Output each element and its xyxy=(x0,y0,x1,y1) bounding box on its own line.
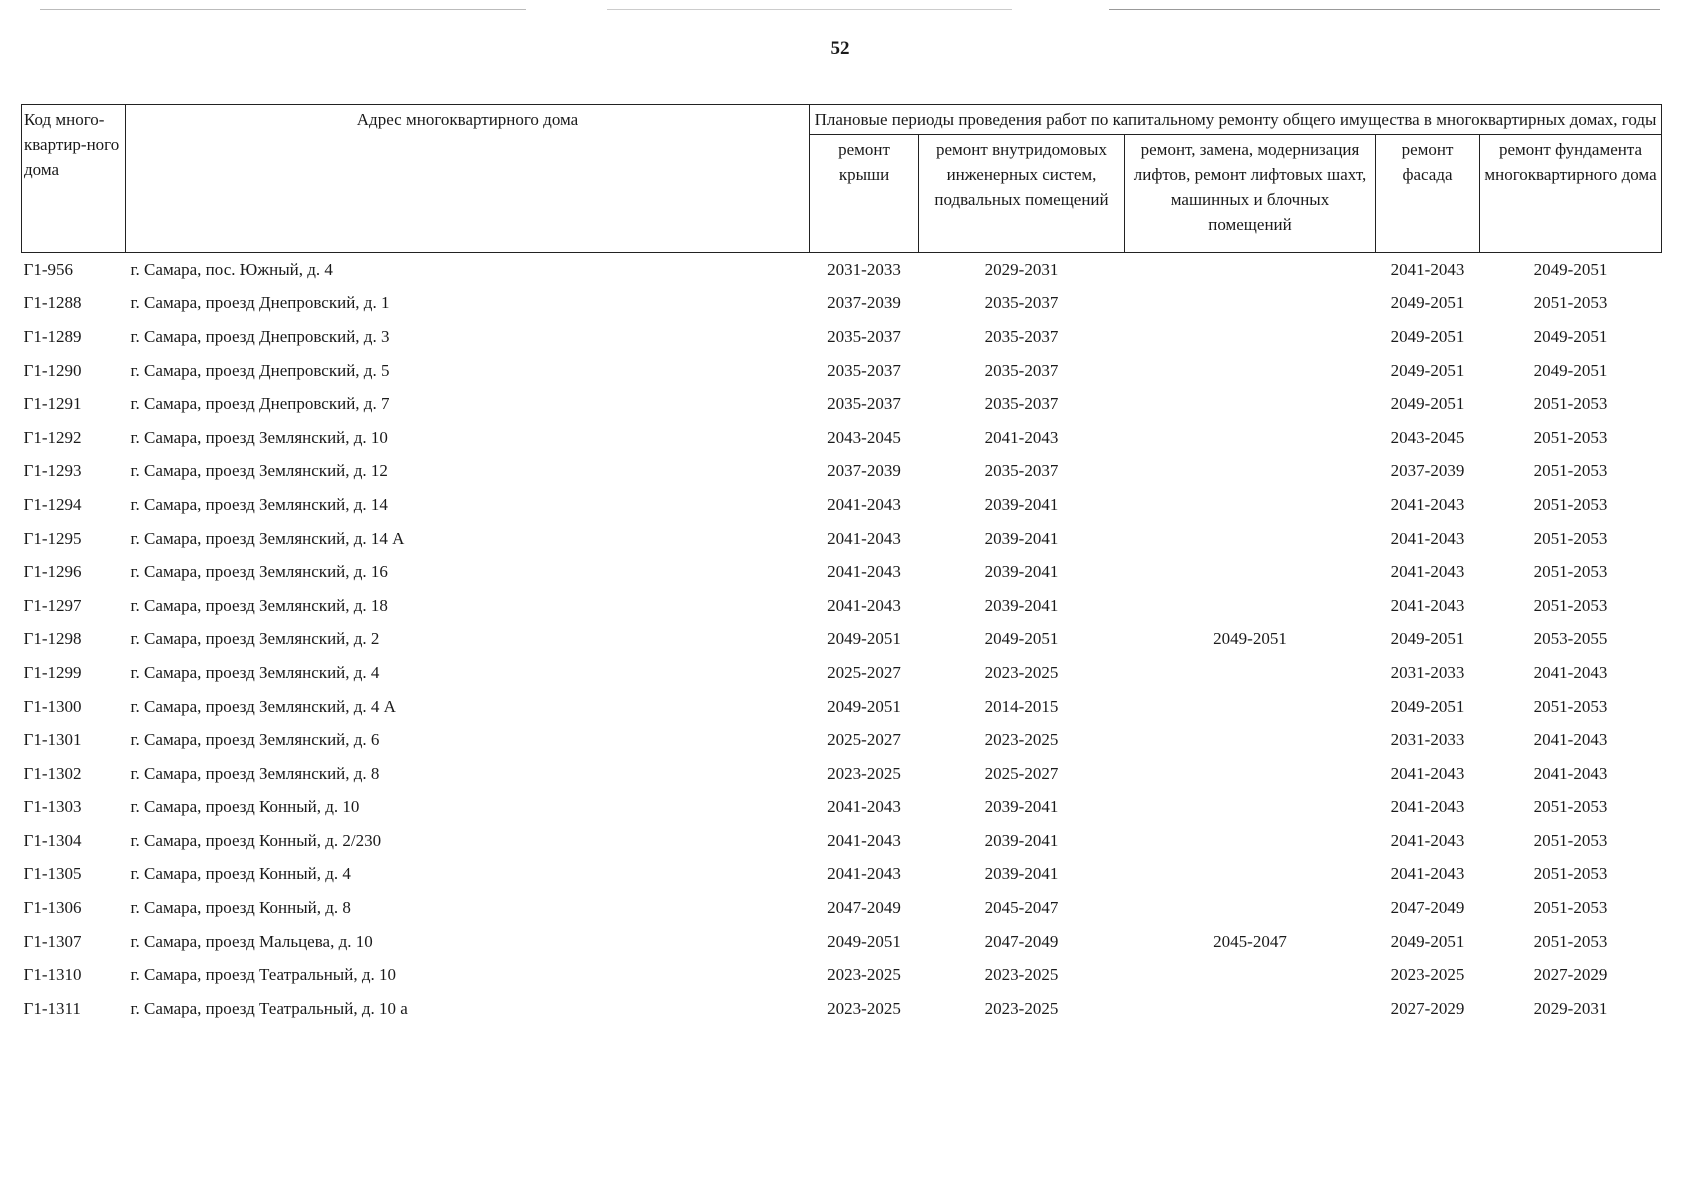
table-row xyxy=(22,824,1662,858)
cell-facade: 2049-2051 xyxy=(1390,394,1465,414)
cell-roof: 2041-2043 xyxy=(827,528,901,548)
table-row xyxy=(22,253,1662,287)
cell-facade: 2041-2043 xyxy=(1390,797,1465,817)
cell-address: г. Самара, проезд Землянский, д. 10 xyxy=(130,427,388,447)
cell-foundation: 2029-2031 xyxy=(1533,998,1608,1018)
cell-foundation: 2053-2055 xyxy=(1533,629,1608,649)
cell-engineering: 2035-2037 xyxy=(984,394,1059,414)
cell-roof: 2041-2043 xyxy=(827,562,901,582)
cell-foundation: 2051-2053 xyxy=(1533,830,1608,850)
cell-address: г. Самара, проезд Днепровский, д. 7 xyxy=(130,394,390,414)
cell-roof: 2041-2043 xyxy=(827,595,901,615)
repair-schedule-table-container xyxy=(21,104,1661,1026)
cell-lifts xyxy=(1125,253,1376,287)
cell-engineering: 2035-2037 xyxy=(984,360,1059,380)
cell-foundation: 2027-2029 xyxy=(1533,965,1608,985)
cell-foundation: 2049-2051 xyxy=(1533,326,1608,346)
cell-lifts xyxy=(1125,757,1376,791)
cell-engineering: 2039-2041 xyxy=(984,864,1059,884)
table-row xyxy=(22,421,1662,455)
cell-engineering: 2023-2025 xyxy=(984,998,1059,1018)
cell-engineering: 2023-2025 xyxy=(984,965,1059,985)
cell-code: Г1-1292 xyxy=(23,427,82,447)
cell-address: г. Самара, проезд Днепровский, д. 1 xyxy=(130,293,390,313)
cell-address: г. Самара, проезд Землянский, д. 12 xyxy=(130,461,388,481)
cell-foundation: 2051-2053 xyxy=(1533,797,1608,817)
cell-lifts xyxy=(1125,354,1376,388)
header-code: Код много-квартир-ного дома xyxy=(22,105,126,253)
header-engineering: ремонт внутридомовых инженерных систем, подвальных помещений xyxy=(919,135,1125,253)
cell-code: Г1-1302 xyxy=(23,763,82,783)
cell-foundation: 2051-2053 xyxy=(1533,461,1608,481)
cell-facade: 2041-2043 xyxy=(1390,763,1465,783)
cell-address: г. Самара, проезд Днепровский, д. 3 xyxy=(130,326,390,346)
table-header xyxy=(22,105,1662,253)
cell-engineering: 2039-2041 xyxy=(984,595,1059,615)
cell-address: г. Самара, проезд Землянский, д. 8 xyxy=(130,763,380,783)
cell-foundation: 2051-2053 xyxy=(1533,562,1608,582)
cell-code: Г1-1290 xyxy=(23,360,82,380)
cell-address: г. Самара, проезд Землянский, д. 18 xyxy=(130,595,388,615)
cell-roof: 2025-2027 xyxy=(827,662,901,682)
cell-lifts xyxy=(1125,488,1376,522)
cell-roof: 2023-2025 xyxy=(827,998,901,1018)
cell-lifts xyxy=(1125,958,1376,992)
cell-foundation: 2041-2043 xyxy=(1533,730,1608,750)
cell-engineering: 2039-2041 xyxy=(984,528,1059,548)
cell-foundation: 2049-2051 xyxy=(1533,259,1608,279)
cell-code: Г1-1295 xyxy=(23,528,82,548)
table-row xyxy=(22,723,1662,757)
cell-address: г. Самара, проезд Землянский, д. 16 xyxy=(130,562,388,582)
cell-code: Г1-1300 xyxy=(23,696,82,716)
cell-roof: 2023-2025 xyxy=(827,965,901,985)
cell-engineering: 2049-2051 xyxy=(984,629,1059,649)
cell-engineering: 2035-2037 xyxy=(984,293,1059,313)
cell-address: г. Самара, проезд Театральный, д. 10 а xyxy=(130,998,408,1018)
cell-lifts xyxy=(1125,320,1376,354)
cell-foundation: 2051-2053 xyxy=(1533,864,1608,884)
cell-facade: 2049-2051 xyxy=(1390,360,1465,380)
table-row xyxy=(22,656,1662,690)
cell-lifts xyxy=(1125,555,1376,589)
cell-address: г. Самара, проезд Землянский, д. 4 А xyxy=(130,696,396,716)
cell-facade: 2031-2033 xyxy=(1390,730,1465,750)
cell-code: Г1-1304 xyxy=(23,830,82,850)
cell-roof: 2041-2043 xyxy=(827,830,901,850)
cell-lifts xyxy=(1125,287,1376,321)
table-row xyxy=(22,488,1662,522)
cell-code: Г1-1294 xyxy=(23,494,82,514)
cell-code: Г1-956 xyxy=(23,259,73,279)
cell-facade: 2041-2043 xyxy=(1390,562,1465,582)
cell-roof: 2049-2051 xyxy=(827,629,901,649)
cell-lifts xyxy=(1125,690,1376,724)
cell-code: Г1-1291 xyxy=(23,394,82,414)
cell-address: г. Самара, проезд Театральный, д. 10 xyxy=(130,965,396,985)
cell-roof: 2041-2043 xyxy=(827,864,901,884)
cell-engineering: 2047-2049 xyxy=(984,931,1059,951)
cell-engineering: 2025-2027 xyxy=(984,763,1059,783)
cell-facade: 2047-2049 xyxy=(1390,898,1465,918)
cell-address: г. Самара, пос. Южный, д. 4 xyxy=(130,259,333,279)
cell-facade: 2041-2043 xyxy=(1390,494,1465,514)
cell-lifts xyxy=(1125,992,1376,1026)
cell-lifts: 2045-2047 xyxy=(1213,931,1287,951)
table-row xyxy=(22,891,1662,925)
cell-roof: 2035-2037 xyxy=(827,326,901,346)
cell-roof: 2049-2051 xyxy=(827,931,901,951)
table-row xyxy=(22,690,1662,724)
cell-foundation: 2041-2043 xyxy=(1533,763,1608,783)
page-number: 52 xyxy=(830,38,850,59)
scan-edge-line xyxy=(40,9,1660,10)
table-row xyxy=(22,354,1662,388)
cell-facade: 2049-2051 xyxy=(1390,629,1465,649)
table-row xyxy=(22,387,1662,421)
cell-address: г. Самара, проезд Землянский, д. 2 xyxy=(130,629,380,649)
cell-address: г. Самара, проезд Конный, д. 4 xyxy=(130,864,351,884)
cell-engineering: 2014-2015 xyxy=(984,696,1059,716)
table-row xyxy=(22,522,1662,556)
cell-code: Г1-1311 xyxy=(23,998,81,1018)
table-row xyxy=(22,992,1662,1026)
cell-address: г. Самара, проезд Землянский, д. 14 xyxy=(130,494,388,514)
cell-lifts xyxy=(1125,824,1376,858)
cell-engineering: 2035-2037 xyxy=(984,326,1059,346)
cell-address: г. Самара, проезд Землянский, д. 4 xyxy=(130,662,380,682)
cell-roof: 2035-2037 xyxy=(827,394,901,414)
cell-roof: 2037-2039 xyxy=(827,293,901,313)
cell-address: г. Самара, проезд Мальцева, д. 10 xyxy=(130,931,373,951)
cell-engineering: 2045-2047 xyxy=(984,898,1059,918)
cell-lifts xyxy=(1125,522,1376,556)
cell-foundation: 2051-2053 xyxy=(1533,494,1608,514)
cell-engineering: 2039-2041 xyxy=(984,830,1059,850)
cell-engineering: 2035-2037 xyxy=(984,461,1059,481)
cell-facade: 2049-2051 xyxy=(1390,931,1465,951)
cell-code: Г1-1299 xyxy=(23,662,82,682)
cell-code: Г1-1306 xyxy=(23,898,82,918)
cell-roof: 2025-2027 xyxy=(827,730,901,750)
cell-lifts xyxy=(1125,891,1376,925)
table-row xyxy=(22,958,1662,992)
cell-foundation: 2041-2043 xyxy=(1533,662,1608,682)
cell-foundation: 2051-2053 xyxy=(1533,595,1608,615)
cell-address: г. Самара, проезд Конный, д. 8 xyxy=(130,898,351,918)
cell-facade: 2041-2043 xyxy=(1390,528,1465,548)
cell-engineering: 2023-2025 xyxy=(984,662,1059,682)
cell-code: Г1-1293 xyxy=(23,461,82,481)
cell-roof: 2049-2051 xyxy=(827,696,901,716)
cell-facade: 2043-2045 xyxy=(1390,427,1465,447)
cell-code: Г1-1296 xyxy=(23,562,82,582)
cell-lifts xyxy=(1125,656,1376,690)
cell-address: г. Самара, проезд Землянский, д. 14 А xyxy=(130,528,405,548)
cell-lifts xyxy=(1125,723,1376,757)
cell-engineering: 2029-2031 xyxy=(984,259,1059,279)
cell-foundation: 2051-2053 xyxy=(1533,898,1608,918)
cell-foundation: 2051-2053 xyxy=(1533,394,1608,414)
cell-code: Г1-1303 xyxy=(23,797,82,817)
cell-facade: 2041-2043 xyxy=(1390,595,1465,615)
cell-engineering: 2041-2043 xyxy=(984,427,1059,447)
cell-address: г. Самара, проезд Конный, д. 10 xyxy=(130,797,360,817)
header-facade: ремонт фасада xyxy=(1376,135,1480,253)
cell-facade: 2037-2039 xyxy=(1390,461,1465,481)
cell-engineering: 2023-2025 xyxy=(984,730,1059,750)
cell-facade: 2041-2043 xyxy=(1390,864,1465,884)
table-body xyxy=(22,253,1662,1026)
header-address: Адрес многоквартирного дома xyxy=(126,105,810,253)
cell-roof: 2043-2045 xyxy=(827,427,901,447)
header-periods-group: Плановые периоды проведения работ по капитальному ремонту общего имущества в многоквартирных домах, годы xyxy=(810,105,1662,135)
table-row xyxy=(22,555,1662,589)
cell-address: г. Самара, проезд Конный, д. 2/230 xyxy=(130,830,382,850)
cell-code: Г1-1289 xyxy=(23,326,82,346)
cell-facade: 2023-2025 xyxy=(1390,965,1465,985)
cell-code: Г1-1305 xyxy=(23,864,82,884)
cell-lifts xyxy=(1125,421,1376,455)
cell-engineering: 2039-2041 xyxy=(984,562,1059,582)
table-row xyxy=(22,791,1662,825)
cell-roof: 2023-2025 xyxy=(827,763,901,783)
cell-lifts xyxy=(1125,455,1376,489)
cell-foundation: 2051-2053 xyxy=(1533,427,1608,447)
cell-address: г. Самара, проезд Землянский, д. 6 xyxy=(130,730,380,750)
header-lifts: ремонт, замена, модернизация лифтов, ремонт лифтовых шахт, машинных и блочных помещений xyxy=(1125,135,1376,253)
cell-foundation: 2051-2053 xyxy=(1533,931,1608,951)
cell-foundation: 2049-2051 xyxy=(1533,360,1608,380)
header-roof: ремонт крыши xyxy=(810,135,919,253)
header-foundation: ремонт фундамента многоквартирного дома xyxy=(1480,135,1662,253)
cell-facade: 2027-2029 xyxy=(1390,998,1465,1018)
cell-lifts xyxy=(1125,791,1376,825)
cell-lifts: 2049-2051 xyxy=(1213,629,1287,649)
cell-lifts xyxy=(1125,589,1376,623)
cell-foundation: 2051-2053 xyxy=(1533,696,1608,716)
cell-code: Г1-1288 xyxy=(23,293,82,313)
cell-facade: 2049-2051 xyxy=(1390,293,1465,313)
cell-roof: 2041-2043 xyxy=(827,494,901,514)
cell-code: Г1-1301 xyxy=(23,730,82,750)
table-row xyxy=(22,757,1662,791)
cell-code: Г1-1310 xyxy=(23,965,82,985)
cell-code: Г1-1307 xyxy=(23,931,82,951)
cell-facade: 2041-2043 xyxy=(1390,830,1465,850)
table-row xyxy=(22,287,1662,321)
cell-facade: 2031-2033 xyxy=(1390,662,1465,682)
table-row xyxy=(22,925,1662,959)
table-row xyxy=(22,858,1662,892)
cell-code: Г1-1298 xyxy=(23,629,82,649)
cell-facade: 2049-2051 xyxy=(1390,326,1465,346)
cell-engineering: 2039-2041 xyxy=(984,797,1059,817)
table-row xyxy=(22,455,1662,489)
cell-roof: 2035-2037 xyxy=(827,360,901,380)
cell-roof: 2041-2043 xyxy=(827,797,901,817)
cell-engineering: 2039-2041 xyxy=(984,494,1059,514)
cell-roof: 2047-2049 xyxy=(827,898,901,918)
cell-foundation: 2051-2053 xyxy=(1533,293,1608,313)
cell-code: Г1-1297 xyxy=(23,595,82,615)
cell-roof: 2031-2033 xyxy=(827,259,901,279)
cell-lifts xyxy=(1125,387,1376,421)
cell-facade: 2049-2051 xyxy=(1390,696,1465,716)
table-row xyxy=(22,623,1662,657)
table-row xyxy=(22,320,1662,354)
cell-address: г. Самара, проезд Днепровский, д. 5 xyxy=(130,360,390,380)
repair-schedule-table xyxy=(21,104,1662,1026)
table-row xyxy=(22,589,1662,623)
cell-facade: 2041-2043 xyxy=(1390,259,1465,279)
cell-lifts xyxy=(1125,858,1376,892)
cell-foundation: 2051-2053 xyxy=(1533,528,1608,548)
cell-roof: 2037-2039 xyxy=(827,461,901,481)
